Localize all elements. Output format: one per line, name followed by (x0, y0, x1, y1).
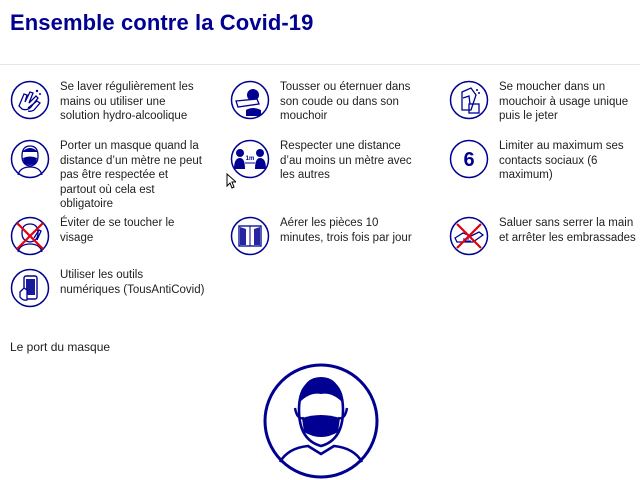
distance-icon (230, 139, 270, 179)
gesture-text: Respecter une distance d’au moins un mètre avec les autres (280, 140, 412, 181)
gesture-text: Utiliser les outils numériques (TousAntiCovid) (60, 269, 205, 296)
gesture-text: Saluer sans serrer la main et arrêter les embrassades (499, 217, 636, 244)
no-handshake-icon (449, 216, 489, 256)
masked-person-icon (262, 362, 380, 480)
contacts-limit-number: 6 (463, 149, 475, 171)
distance-label: 1m (245, 156, 255, 162)
elbow-sneeze-icon (230, 80, 270, 120)
gesture-text: Limiter au maximum ses contacts sociaux (6 maximum) (499, 140, 624, 181)
mask-face-icon (10, 139, 50, 179)
gesture-text: Se laver régulièrement les mains ou utiliser une solution hydro-alcoolique (60, 81, 194, 122)
hand-wash-icon (10, 80, 50, 120)
ventilate-window-icon (230, 216, 270, 256)
no-face-touch-icon (10, 216, 50, 256)
gesture-text: Éviter de se toucher le visage (60, 217, 175, 244)
gesture-text: Aérer les pièces 10 minutes, trois fois par jour (280, 217, 412, 244)
mouse-cursor-icon (226, 173, 236, 189)
limit-contacts-icon (449, 139, 489, 179)
mask-section-heading: Le port du masque (10, 340, 111, 354)
tissue-icon (449, 80, 489, 120)
page-title: Ensemble contre la Covid-19 (10, 10, 314, 35)
gesture-text: Porter un masque quand la distance d’un mètre ne peut pas être respectée et partout où cela est obligatoire (60, 140, 202, 210)
gesture-text: Se moucher dans un mouchoir à usage unique puis le jeter (499, 81, 629, 122)
header-divider (0, 64, 640, 65)
phone-app-icon (10, 268, 50, 308)
gesture-text: Tousser ou éternuer dans son coude ou dans son mouchoir (280, 81, 411, 122)
